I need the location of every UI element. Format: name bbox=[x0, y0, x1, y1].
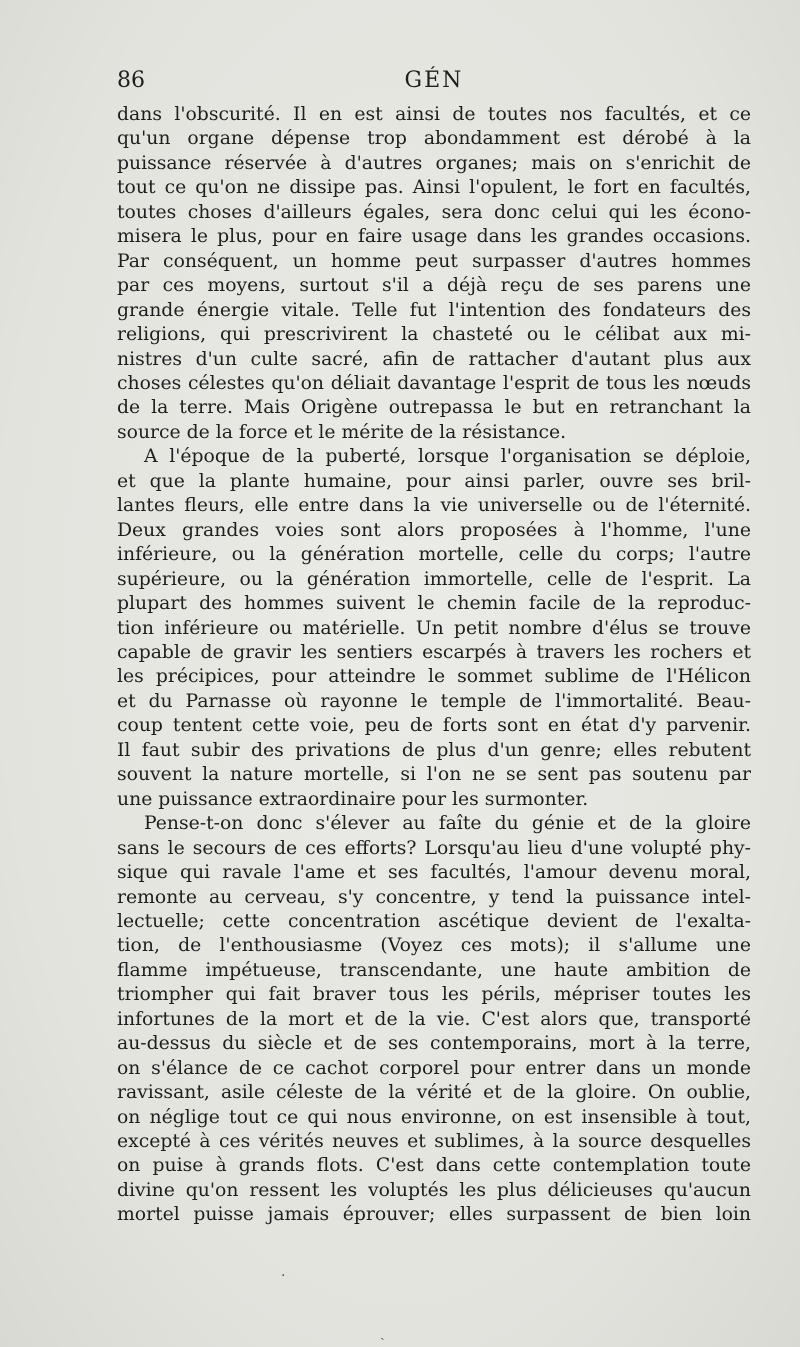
text-line: dans l'obscurité. Il en est ainsi de toutes nos facultés, et ce bbox=[117, 104, 751, 125]
text-line: on puise à grands flots. C'est dans cette contemplation toute bbox=[117, 1155, 751, 1177]
text-line: Deux grandes voies sont alors proposées à l'homme, l'une bbox=[117, 519, 751, 541]
text-line: coup tentent cette voie, peu de forts sont en état d'y parvenir. bbox=[117, 715, 751, 737]
paper-speck: ˎ bbox=[380, 1325, 385, 1341]
text-line: flamme impétueuse, transcendante, une haute ambition de bbox=[117, 959, 751, 981]
text-line: capable de gravir les sentiers escarpés à travers les rochers et bbox=[117, 641, 751, 663]
text-line: plupart des hommes suivent le chemin facile de la reproduc- bbox=[117, 593, 751, 615]
text-line: religions, qui prescrivirent la chasteté ou le célibat aux mi- bbox=[117, 324, 751, 346]
text-line: supérieure, ou la génération immortelle, celle de l'esprit. La bbox=[117, 568, 751, 590]
text-line: par ces moyens, surtout s'il a déjà reçu de ses parens une bbox=[117, 275, 751, 297]
text-line: on s'élance de ce cachot corporel pour entrer dans un monde bbox=[117, 1057, 751, 1079]
text-line: grande énergie vitale. Telle fut l'intention des fondateurs des bbox=[117, 299, 751, 321]
text-line: excepté à ces vérités neuves et sublimes, à la source desquelles bbox=[117, 1131, 751, 1153]
text-line: de la terre. Mais Origène outrepassa le but en retranchant la bbox=[117, 397, 751, 419]
text-line: Il faut subir des privations de plus d'un genre; elles rebutent bbox=[117, 739, 751, 761]
text-line: misera le plus, pour en faire usage dans les grandes occasions. bbox=[117, 226, 751, 248]
text-line: au-dessus du siècle et de ses contemporains, mort à la terre, bbox=[117, 1033, 751, 1055]
paper-speck: · bbox=[281, 1268, 286, 1284]
text-line: tion inférieure ou matérielle. Un petit nombre d'élus se trouve bbox=[117, 617, 751, 639]
paragraph-first-line: Pense-t-on donc s'élever au faîte du génie et de la gloire bbox=[144, 813, 751, 835]
text-line: tion, de l'enthousiasme (Voyez ces mots); il s'allume une bbox=[117, 935, 751, 957]
paragraph-first-line: A l'époque de la puberté, lorsque l'organisation se déploie, bbox=[144, 446, 751, 468]
text-line: sans le secours de ces efforts? Lorsqu'au lieu d'une volupté phy- bbox=[117, 837, 751, 859]
text-line: triompher qui fait braver tous les périls, mépriser toutes les bbox=[117, 984, 751, 1006]
page-number: 86 bbox=[117, 68, 145, 93]
text-line: divine qu'on ressent les voluptés les plus délicieuses qu'aucun bbox=[117, 1179, 751, 1201]
running-head: GÉN bbox=[404, 68, 464, 93]
text-line: choses célestes qu'on déliait davantage l'esprit de tous les nœuds bbox=[117, 372, 751, 394]
text-line: ravissant, asile céleste de la vérité et de la gloire. On oublie, bbox=[117, 1082, 751, 1104]
text-line: source de la force et le mérite de la résistance. bbox=[117, 421, 567, 443]
text-line: mortel puisse jamais éprouver; elles surpassent de bien loin bbox=[117, 1204, 751, 1226]
body-text bbox=[117, 103, 751, 1228]
page-header bbox=[117, 68, 751, 94]
text-line: lectuelle; cette concentration ascétique devient de l'exalta- bbox=[117, 910, 751, 932]
text-line: toutes choses d'ailleurs égales, sera donc celui qui les écono- bbox=[117, 201, 751, 223]
text-line: infortunes de la mort et de la vie. C'est alors que, transporté bbox=[117, 1008, 751, 1030]
text-line: qu'un organe dépense trop abondamment est dérobé à la bbox=[117, 128, 751, 150]
text-line: et du Parnasse où rayonne le temple de l'immortalité. Beau- bbox=[117, 690, 751, 712]
text-line: nistres d'un culte sacré, afin de rattacher d'autant plus aux bbox=[117, 348, 751, 370]
text-line: et que la plante humaine, pour ainsi parler, ouvre ses bril- bbox=[117, 470, 751, 492]
text-line: lantes fleurs, elle entre dans la vie universelle ou de l'éternité. bbox=[117, 495, 751, 517]
text-line: remonte au cerveau, s'y concentre, y tend la puissance intel- bbox=[117, 886, 751, 908]
text-line: sique qui ravale l'ame et ses facultés, l'amour devenu moral, bbox=[117, 862, 751, 884]
text-line: tout ce qu'on ne dissipe pas. Ainsi l'opulent, le fort en facultés, bbox=[117, 177, 751, 199]
text-line: inférieure, ou la génération mortelle, celle du corps; l'autre bbox=[117, 544, 751, 566]
text-line: souvent la nature mortelle, si l'on ne se sent pas soutenu par bbox=[117, 764, 751, 786]
text-line: une puissance extraordinaire pour les surmonter. bbox=[117, 788, 589, 810]
text-line: puissance réservée à d'autres organes; mais on s'enrichit de bbox=[117, 152, 751, 174]
text-line: Par conséquent, un homme peut surpasser d'autres hommes bbox=[117, 250, 751, 272]
text-line: on néglige tout ce qui nous environne, on est insensible à tout, bbox=[117, 1106, 751, 1128]
text-line: les précipices, pour atteindre le sommet sublime de l'Hélicon bbox=[117, 666, 751, 688]
